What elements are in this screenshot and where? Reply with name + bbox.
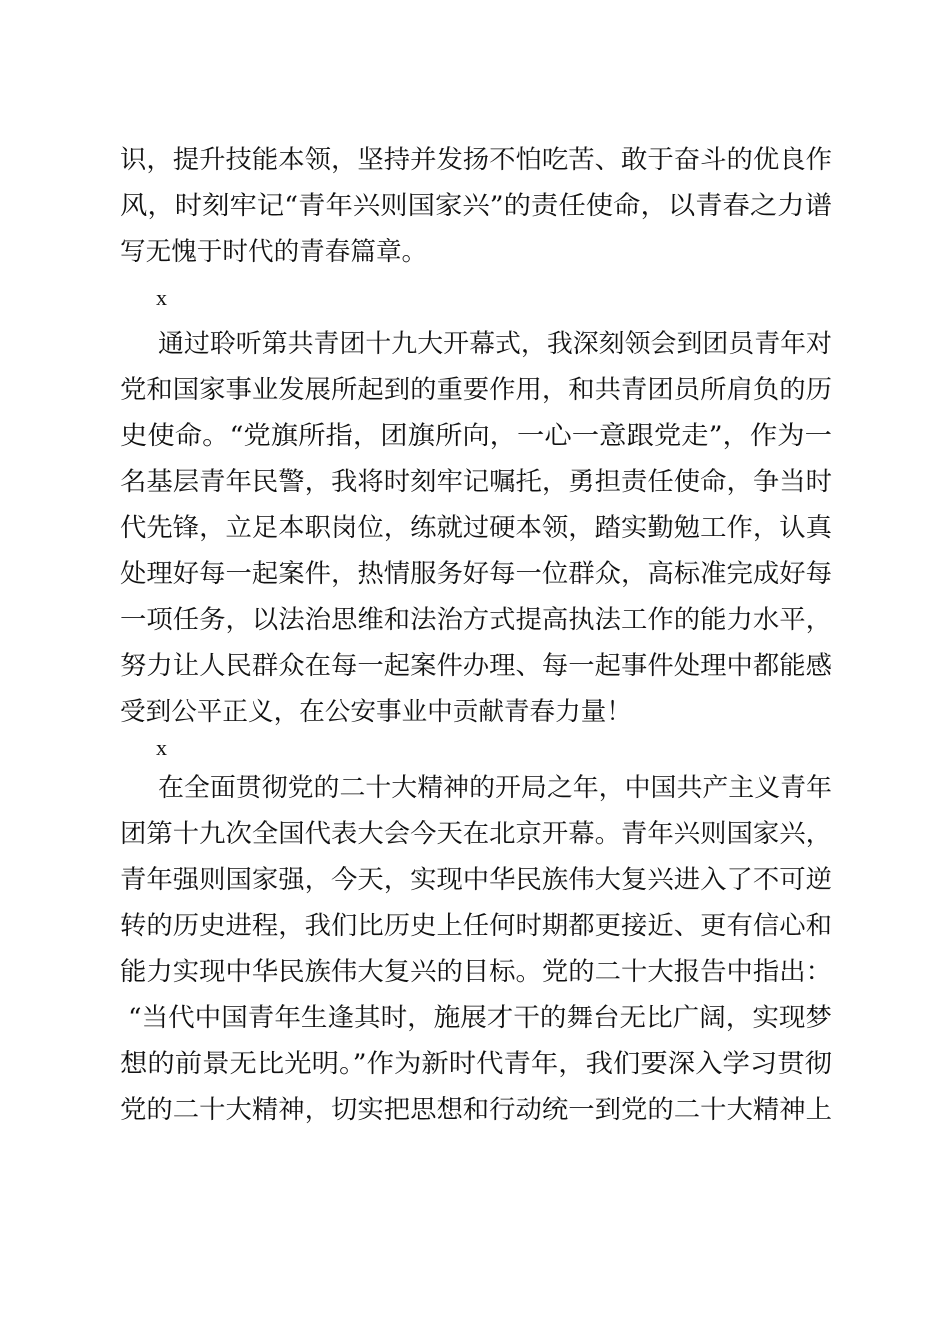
paragraph-2-line: [0, 321, 950, 367]
text-line: 名基层青年民警，我将时刻牢记嘱托，勇担责任使命，争当时: [120, 467, 832, 497]
paragraph-3-line: [0, 903, 950, 949]
paragraph-2-line: [0, 551, 950, 597]
paragraph-2-line: [0, 689, 950, 735]
text-line: 风，时刻牢记“青年兴则国家兴”的责任使命，以青春之力谱: [120, 191, 832, 221]
paragraph-1-line: [0, 183, 950, 229]
text-line: 能力实现中华民族伟大复兴的目标。党的二十大报告中指出：: [120, 957, 832, 987]
text-line: 一项任务，以法治思维和法治方式提高执法工作的能力水平，: [120, 605, 832, 635]
text-line: 史使命。“党旗所指，团旗所向，一心一意跟党走”，作为一: [120, 421, 832, 451]
paragraph-3-line: [0, 1087, 950, 1133]
text-line: 代先锋，立足本职岗位，练就过硬本领，踏实勤勉工作，认真: [120, 513, 832, 543]
paragraph-3-line: [0, 1041, 950, 1087]
text-line: 受到公平正义，在公安事业中贡献青春力量！: [120, 697, 632, 727]
section-separator: x: [156, 735, 167, 760]
text-line: 识，提升技能本领，坚持并发扬不怕吃苦、敢于奋斗的优良作: [120, 145, 832, 175]
paragraph-3-line: [0, 995, 950, 1041]
paragraph-2-line: [0, 367, 950, 413]
text-line: 想的前景无比光明。”作为新时代青年，我们要深入学习贯彻: [120, 1049, 833, 1079]
text-line: 党的二十大精神，切实把思想和行动统一到党的二十大精神上: [120, 1095, 832, 1125]
text-line: 转的历史进程，我们比历史上任何时期都更接近、更有信心和: [120, 911, 832, 941]
paragraph-2-line: [0, 643, 950, 689]
section-separator: x: [156, 285, 167, 310]
text-line: “当代中国青年生逢其时，施展才干的舞台无比广阔，实现梦: [128, 1003, 832, 1033]
text-line: 努力让人民群众在每一起案件办理、每一起事件处理中都能感: [120, 651, 832, 681]
paragraph-1-line: [0, 229, 950, 275]
text-line: 党和国家事业发展所起到的重要作用，和共青团员所肩负的历: [120, 375, 832, 405]
paragraph-3-line: [0, 857, 950, 903]
text-line: 处理好每一起案件，热情服务好每一位群众，高标准完成好每: [120, 559, 832, 589]
paragraph-3-line: [0, 811, 950, 857]
paragraph-3-line: [0, 765, 950, 811]
text-line: 写无愧于时代的青春篇章。: [120, 237, 428, 267]
paragraph-1-line: [0, 137, 950, 183]
paragraph-2-line: [0, 459, 950, 505]
text-line: 在全面贯彻党的二十大精神的开局之年，中国共产主义青年: [158, 773, 832, 803]
paragraph-2-line: [0, 505, 950, 551]
paragraph-3-line: [0, 949, 950, 995]
paragraph-2-line: [0, 413, 950, 459]
paragraph-2-line: [0, 597, 950, 643]
text-line: 通过聆听第共青团十九大开幕式，我深刻领会到团员青年对: [158, 329, 832, 359]
text-line: 青年强则国家强，今天，实现中华民族伟大复兴进入了不可逆: [120, 865, 832, 895]
text-line: 团第十九次全国代表大会今天在北京开幕。青年兴则国家兴，: [120, 819, 832, 849]
